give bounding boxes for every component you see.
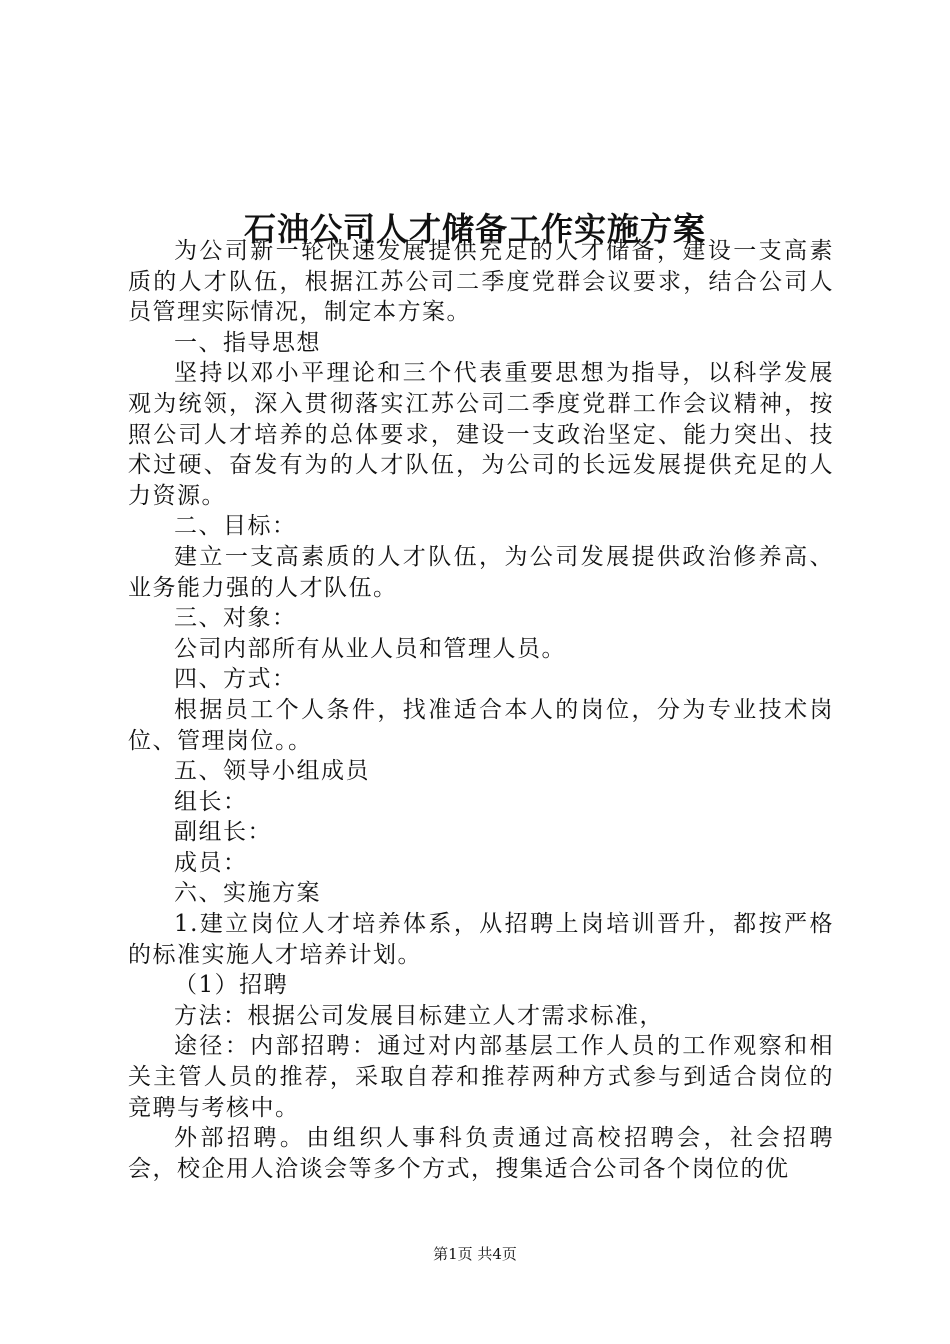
section-heading: 六、实施方案 <box>174 880 321 907</box>
page-number: 第1页 共4页 <box>433 1245 517 1263</box>
section-heading: 三、对象： <box>174 605 297 632</box>
paragraph: 组长： <box>174 788 248 815</box>
paragraph: 根据员工个人条件，找准适合本人的岗位，分为专业技术岗位、管理岗位。。 <box>128 696 834 754</box>
section-heading: 四、方式： <box>174 666 297 693</box>
section-heading: 五、领导小组成员 <box>174 758 370 785</box>
paragraph: 外部招聘。由组织人事科负责通过高校招聘会，社会招聘会，校企用人洽谈会等多个方式，搜集适合公司各个岗位的优 <box>128 1125 834 1182</box>
paragraph: 方法：根据公司发展目标建立人才需求标准， <box>174 1002 664 1029</box>
paragraph: 公司内部所有从业人员和管理人员。 <box>174 635 566 662</box>
section-heading: 二、目标： <box>174 513 297 540</box>
subsection-heading: （1）招聘 <box>174 972 289 999</box>
document-body <box>128 236 834 1184</box>
page-footer <box>0 1244 950 1264</box>
paragraph: 建立一支高素质的人才队伍，为公司发展提供政治修养高、业务能力强的人才队伍。 <box>128 543 834 601</box>
paragraph: 副组长： <box>174 819 272 846</box>
paragraph: 成员： <box>174 849 248 876</box>
paragraph: 1.建立岗位人才培养体系，从招聘上岗培训晋升，都按严格的标准实施人才培养计划。 <box>128 911 834 968</box>
paragraph: 途径：内部招聘：通过对内部基层工作人员的工作观察和相关主管人员的推荐，采取自荐和推荐两种方式参与到适合岗位的竞聘与考核中。 <box>128 1033 834 1121</box>
section-heading: 一、指导思想 <box>174 329 321 356</box>
paragraph: 为公司新一轮快速发展提供充足的人才储备，建设一支高素质的人才队伍，根据江苏公司二季度党群会议要求，结合公司人员管理实际情况，制定本方案。 <box>128 238 834 326</box>
page-title: 石油公司人才储备工作实施方案 <box>243 210 706 249</box>
paragraph: 坚持以邓小平理论和三个代表重要思想为指导，以科学发展观为统领，深入贯彻落实江苏公司二季度党群工作会议精神，按照公司人才培养的总体要求，建设一支政治坚定、能力突出、技术过硬、奋发有为的人才队伍，为公司的长远发展提供充足的人力资源。 <box>128 360 834 509</box>
